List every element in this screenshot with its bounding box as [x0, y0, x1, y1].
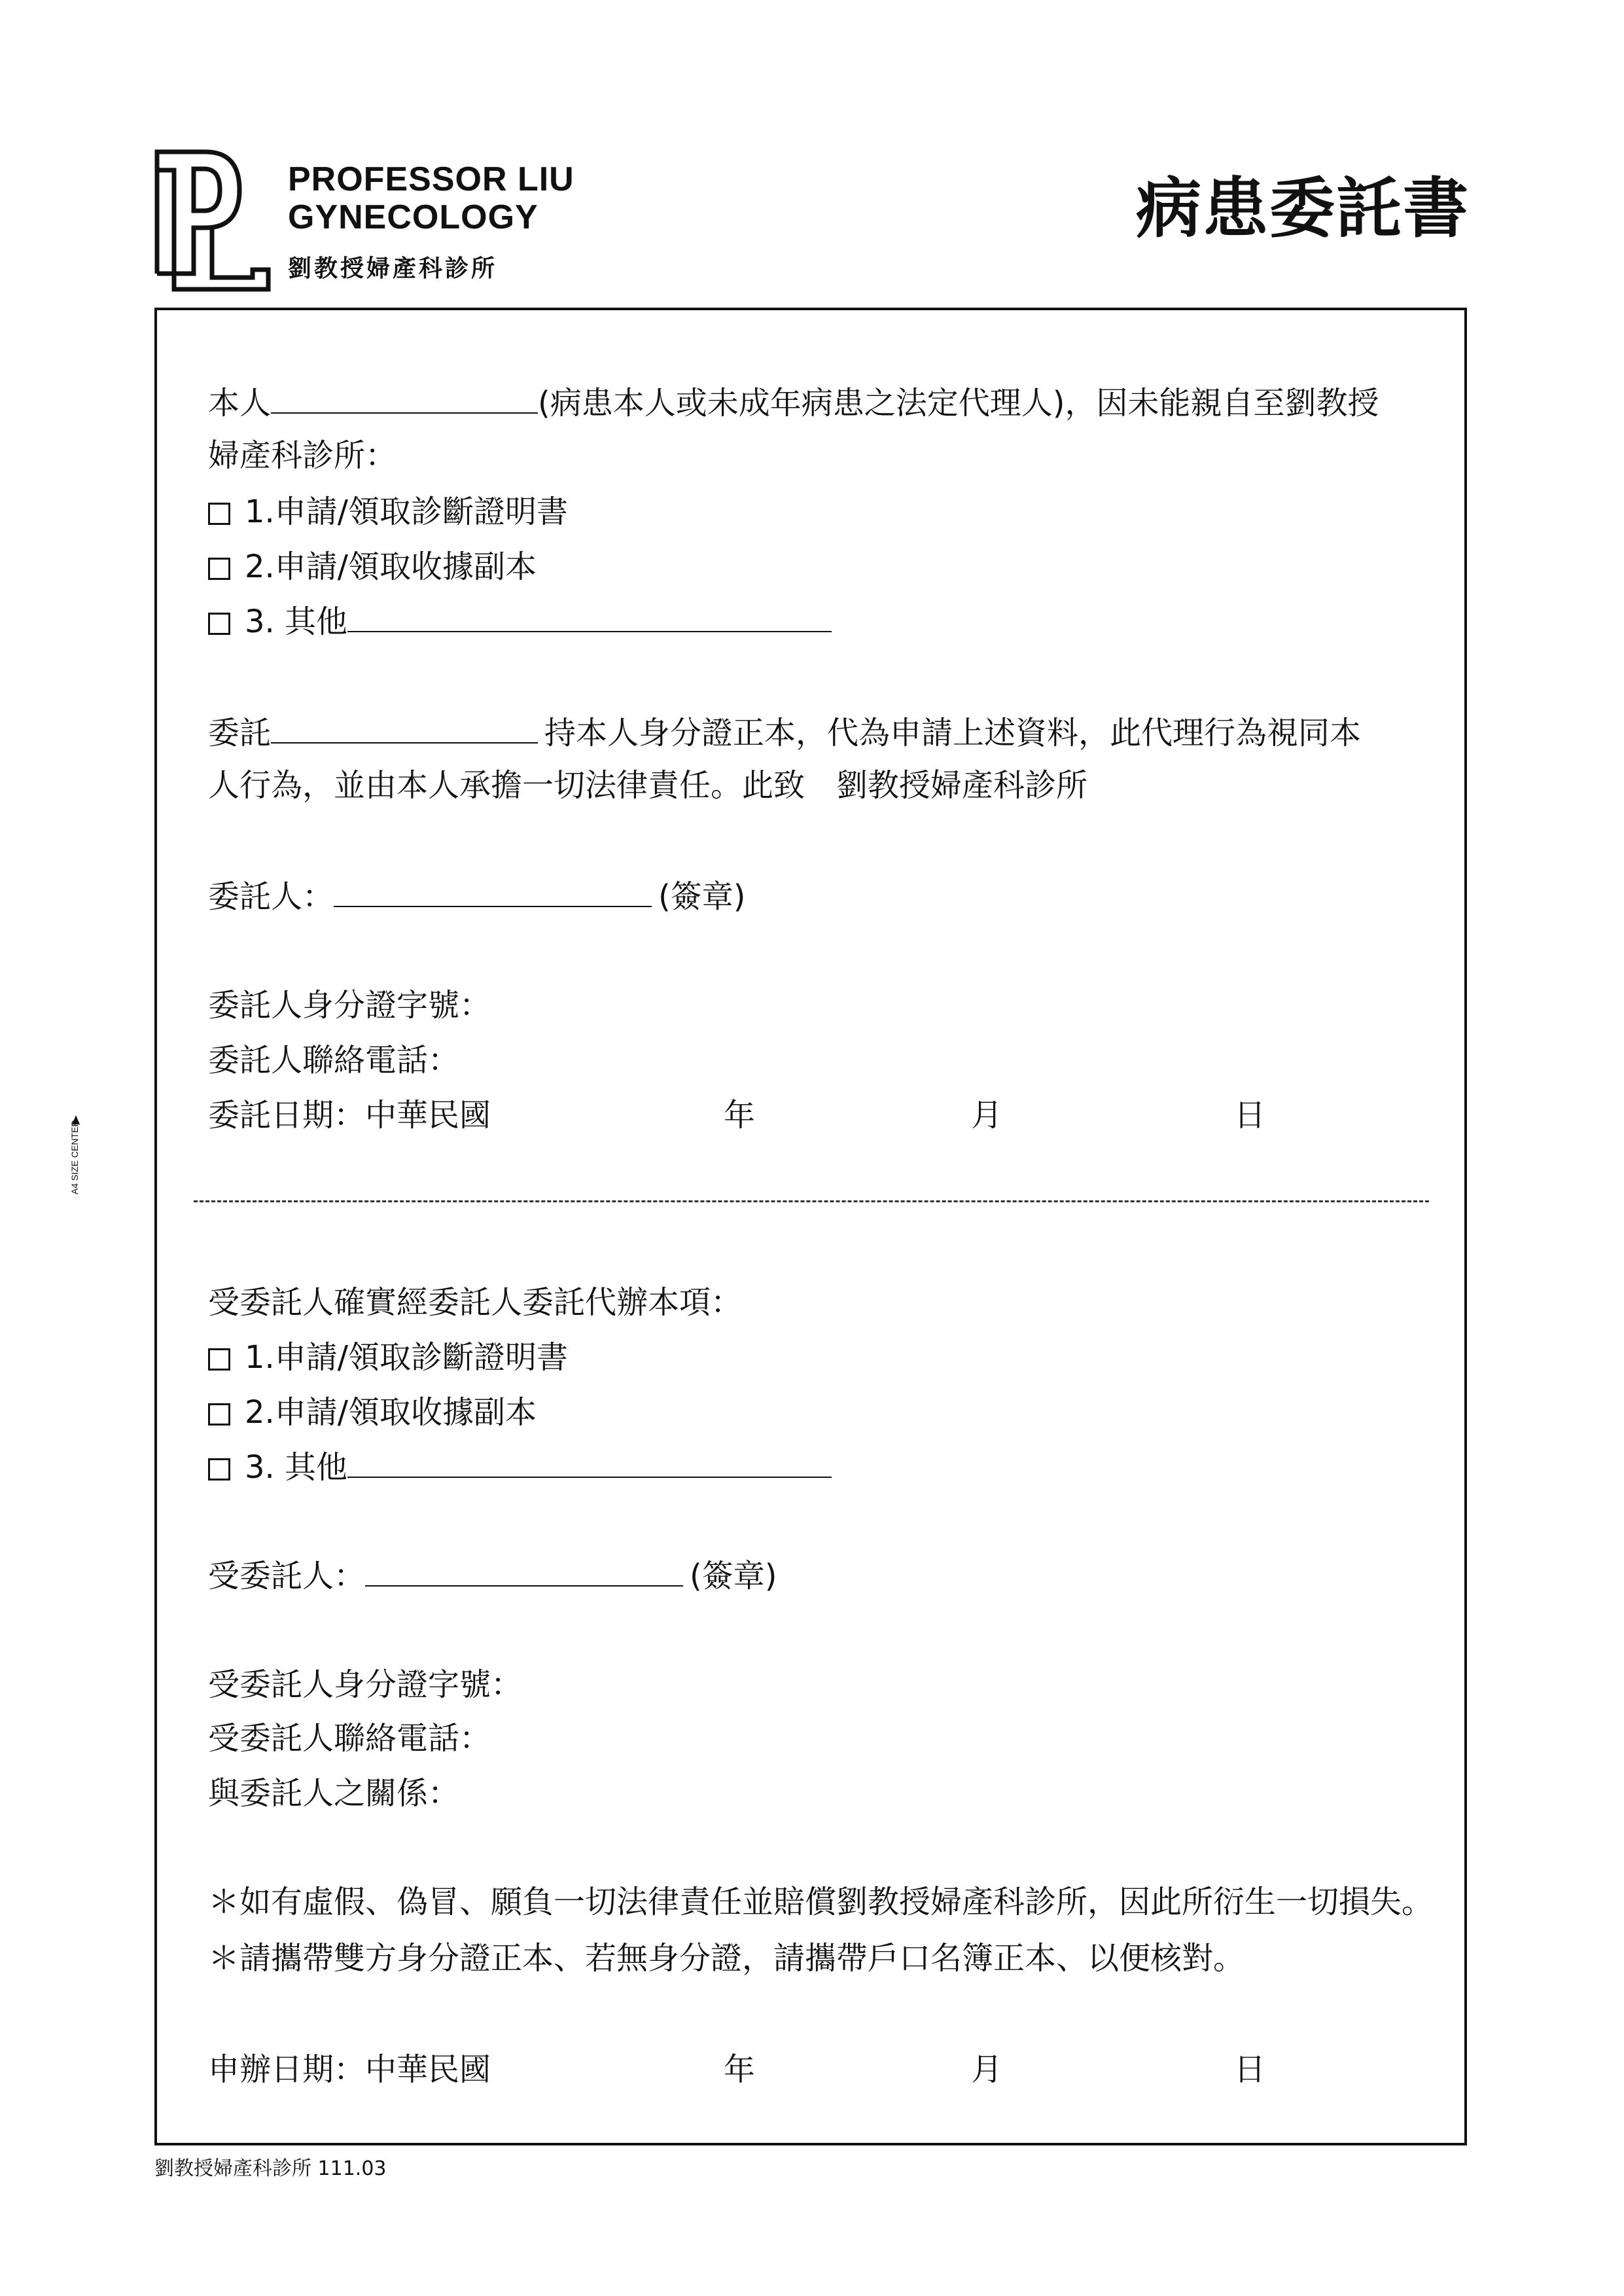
- document-title: 病患委託書: [1136, 170, 1470, 247]
- principal-statement-line1: [208, 382, 1379, 423]
- agent-relation-label: 與委託人之關係：: [208, 1775, 460, 1812]
- agent-phone-label: 受委託人聯絡電話：: [208, 1720, 491, 1757]
- entrust-date-day: 日: [1234, 1097, 1266, 1134]
- note-liability: ＊如有虛假、偽冒、願負一切法律責任並賠償劉教授婦產科診所，因此所衍生一切損失。: [208, 1884, 1434, 1920]
- entrust-statement-line1: [208, 712, 1361, 753]
- principal-suffix: (病患本人或未成年病患之法定代理人)，因未能親自至劉教授: [538, 385, 1379, 422]
- agent-signature-line: [208, 1555, 777, 1596]
- option-1: [208, 492, 568, 531]
- principal-prefix: 本人: [208, 385, 272, 422]
- logo-chinese-name: 劉教授婦產科診所: [288, 255, 498, 282]
- agent-label: 受委託人：: [208, 1558, 366, 1594]
- application-date-month: 月: [971, 2051, 1003, 2088]
- clinic-logo-mark: [154, 149, 271, 292]
- agent-option-2-label: 2.申請/領取收據副本: [245, 1394, 537, 1431]
- cut-divider: [194, 1200, 1429, 1202]
- checkbox-option-1[interactable]: [208, 503, 230, 525]
- option-2-label: 2.申請/領取收據副本: [245, 548, 537, 585]
- agent-id-label: 受委託人身分證字號：: [208, 1666, 523, 1703]
- agent-option-1: [208, 1338, 568, 1377]
- agent-checkbox-option-1[interactable]: [208, 1348, 230, 1371]
- entrust-date-month: 月: [971, 1097, 1003, 1134]
- agent-name-blank[interactable]: [271, 712, 538, 744]
- principal-signature-mark: (簽章): [658, 878, 746, 915]
- option-3-label: 3. 其他: [245, 603, 348, 640]
- agent-option-3-label: 3. 其他: [245, 1449, 348, 1486]
- checkbox-option-3[interactable]: [208, 613, 230, 635]
- option-2: [208, 547, 537, 586]
- footer-version: 劉教授婦產科診所 111.03: [154, 2157, 387, 2180]
- agent-option-1-label: 1.申請/領取診斷證明書: [245, 1339, 568, 1376]
- principal-name-blank[interactable]: [271, 382, 538, 414]
- entrust-date-label: 委託日期：中華民國: [208, 1097, 491, 1134]
- option-3: [208, 601, 832, 641]
- a4-center-label: A4 SIZE CENTER: [69, 1120, 80, 1194]
- entrust-suffix: 持本人身分證正本，代為申請上述資料，此代理行為視同本: [544, 715, 1362, 751]
- logo-english-line1: PROFESSOR LIU: [288, 160, 574, 198]
- checkbox-option-2[interactable]: [208, 558, 230, 580]
- note-id-required: ＊請攜帶雙方身分證正本、若無身分證，請攜帶戶口名簿正本、以便核對。: [208, 1940, 1245, 1977]
- application-date-day: 日: [1234, 2051, 1266, 2088]
- a4-center-mark: [63, 1113, 102, 1198]
- agent-option-3-other-blank[interactable]: [347, 1446, 832, 1478]
- principal-signature-line: [208, 876, 745, 916]
- principal-signature-blank[interactable]: [334, 876, 652, 907]
- entrust-prefix: 委託: [208, 715, 272, 751]
- logo-english-line2: GYNECOLOGY: [288, 198, 538, 236]
- agent-signature-mark: (簽章): [690, 1558, 777, 1594]
- principal-label: 委託人：: [208, 878, 334, 915]
- agent-checkbox-option-2[interactable]: [208, 1403, 230, 1426]
- application-date-year: 年: [724, 2051, 756, 2088]
- agent-option-3: [208, 1446, 832, 1487]
- option-1-label: 1.申請/領取診斷證明書: [245, 493, 568, 530]
- agent-confirmation-heading: 受委託人確實經委託人委託代辦本項：: [208, 1284, 743, 1321]
- agent-signature-blank[interactable]: [365, 1555, 683, 1587]
- agent-checkbox-option-3[interactable]: [208, 1458, 230, 1480]
- entrust-statement-line2: 人行為，並由本人承擔一切法律責任。此致 劉教授婦產科診所: [208, 767, 1088, 804]
- principal-statement-line2: 婦產科診所：: [208, 437, 397, 474]
- option-3-other-blank[interactable]: [347, 601, 832, 632]
- principal-id-label: 委託人身分證字號：: [208, 987, 491, 1024]
- agent-option-2: [208, 1393, 537, 1432]
- application-date-label: 申辦日期：中華民國: [208, 2051, 491, 2088]
- principal-phone-label: 委託人聯絡電話：: [208, 1042, 460, 1079]
- entrust-date-year: 年: [724, 1097, 756, 1134]
